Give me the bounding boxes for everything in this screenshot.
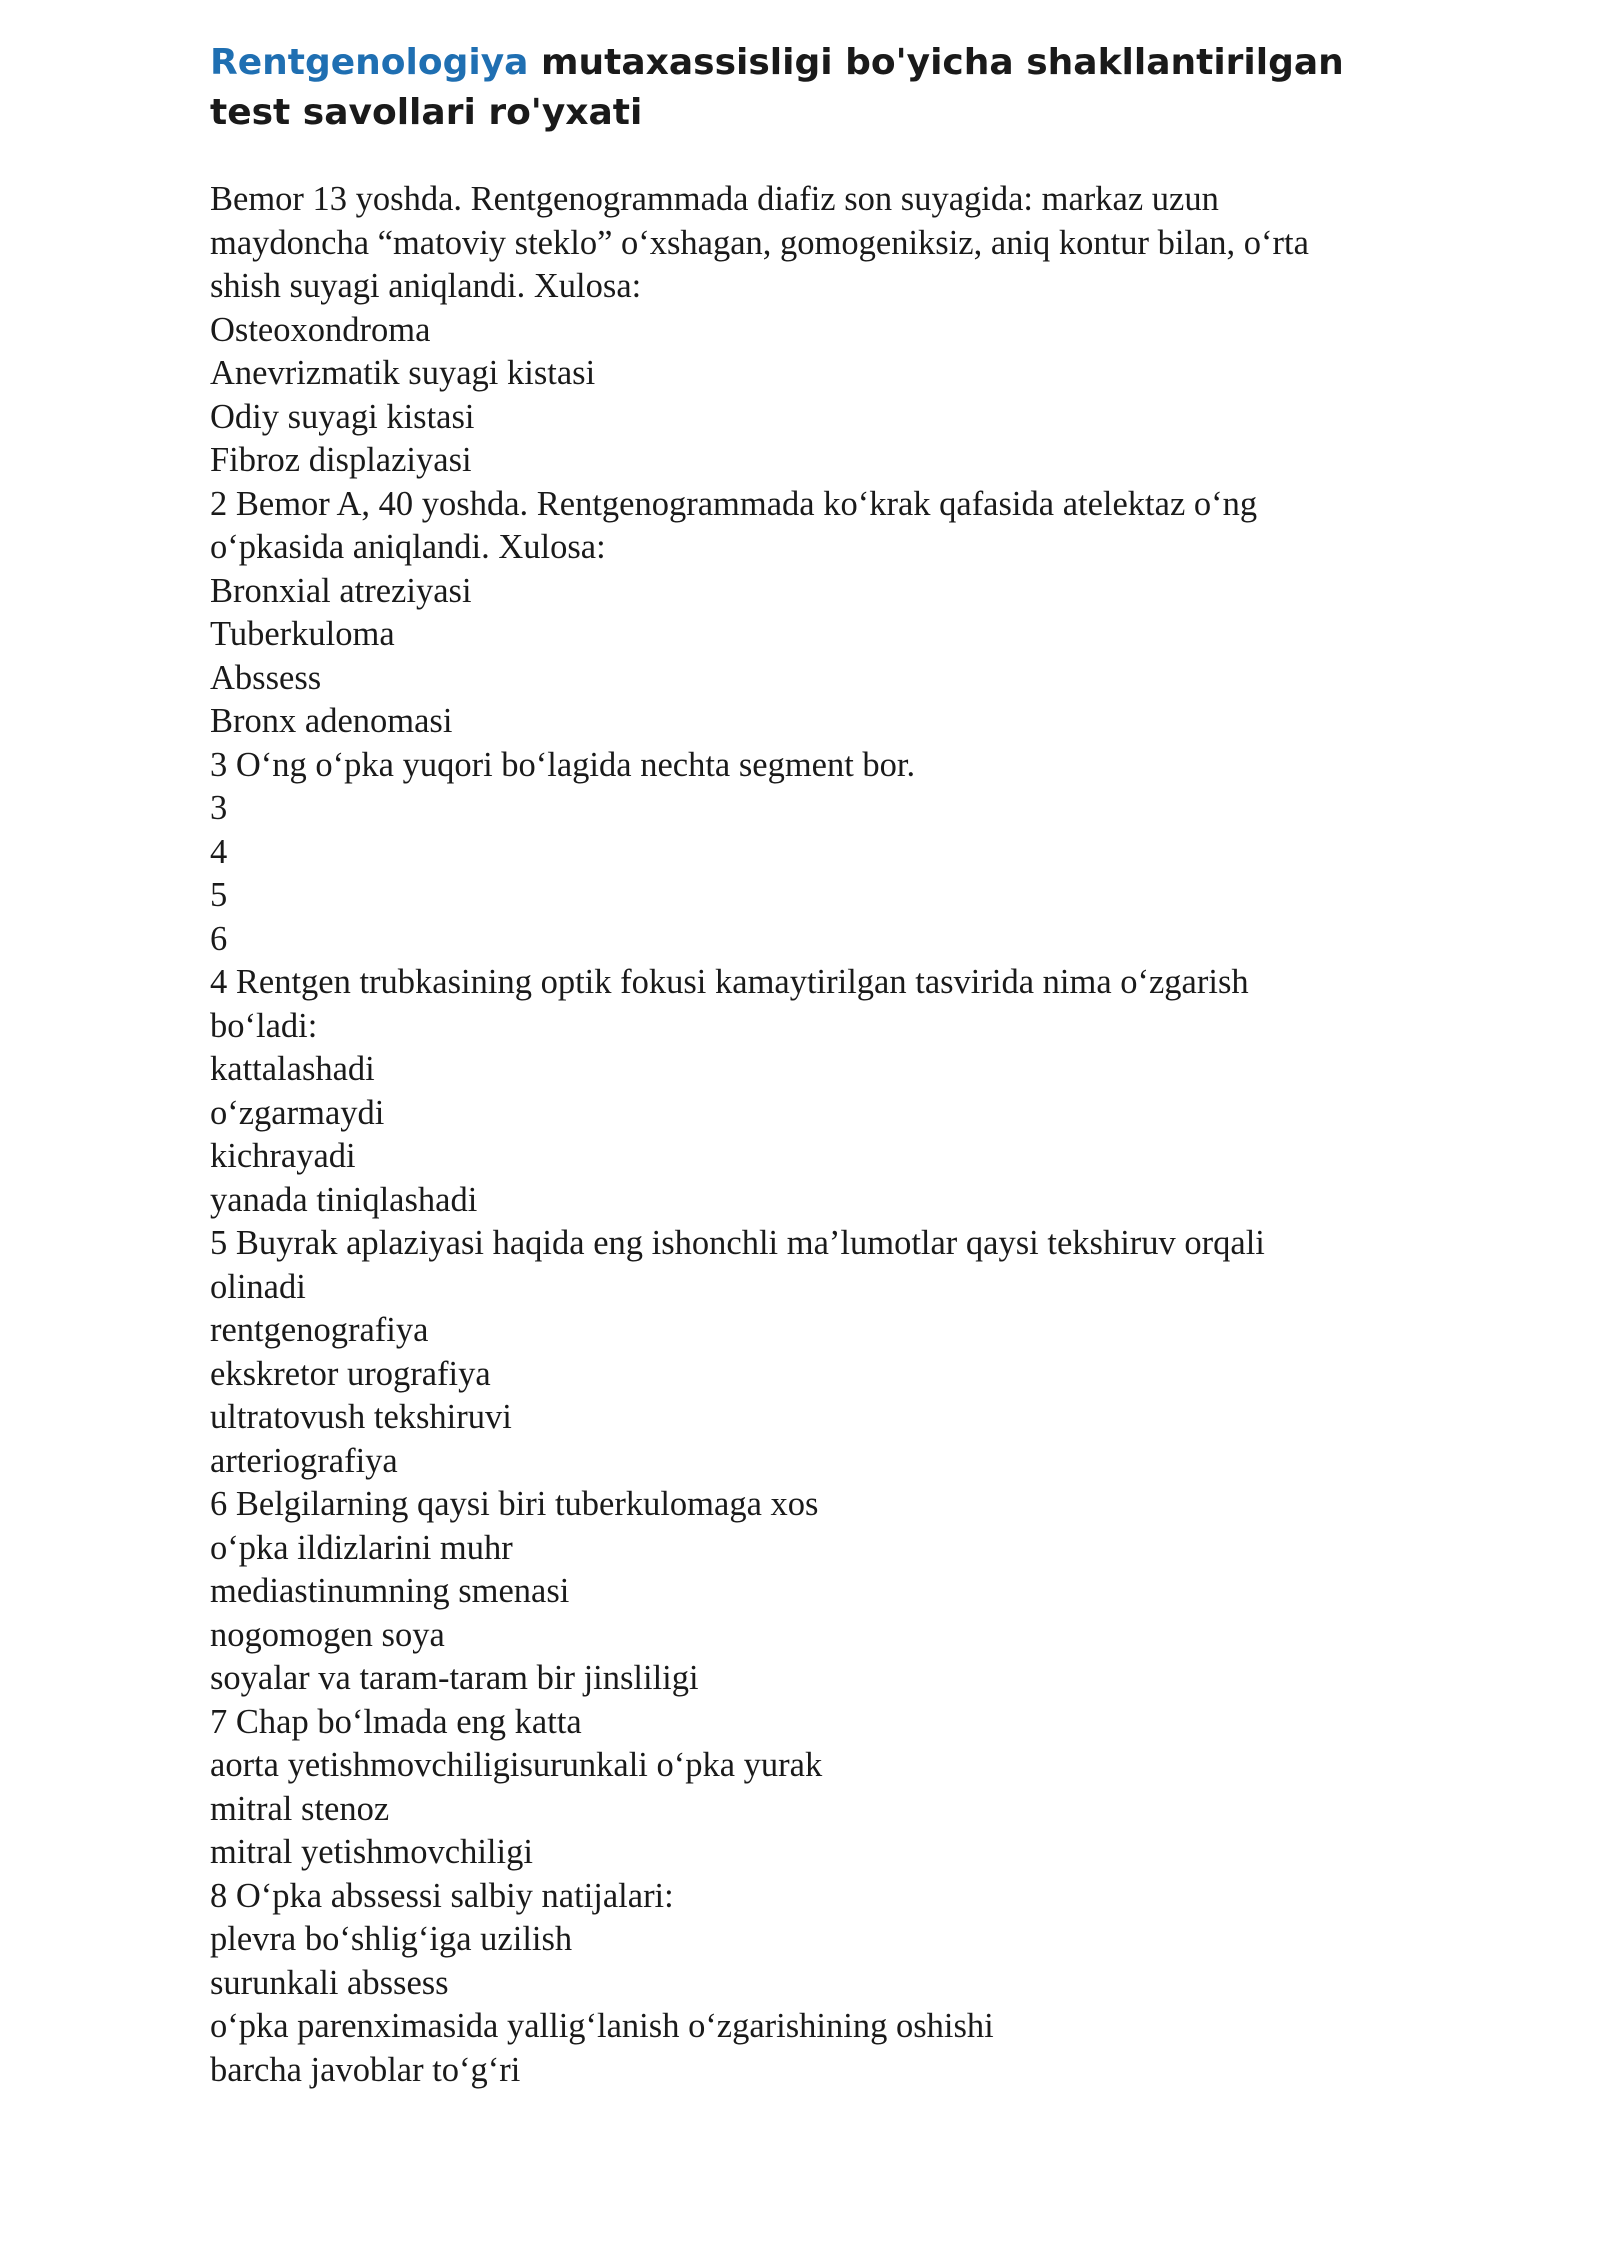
text-line: 2 Bemor A, 40 yoshda. Rentgenogrammada ko‘krak qafasida atelektaz o‘ng [210,484,1258,523]
text-line: Bronxial atreziyasi [210,571,472,610]
text-line: Tuberkuloma [210,615,395,653]
text-line: Anevrizmatik suyagi kistasi [210,354,596,392]
text-line: Abssess [210,658,322,697]
text-line: o‘pka ildizlarini muhr [210,1528,513,1567]
text-line: rentgenografiya [210,1311,429,1349]
text-line: Fibroz displaziyasi [210,441,472,479]
text-line: aorta yetishmovchiligisurunkali o‘pka yurak [210,1746,823,1784]
text-line: shish suyagi aniqlandi. Xulosa: [210,267,642,305]
question-list [210,178,1450,2092]
text-line: ultratovush tekshiruvi [210,1398,512,1436]
document-title [210,38,1450,138]
text-line: mediastinumning smenasi [210,1572,570,1610]
text-line: 5 Buyrak aplaziyasi haqida eng ishonchli ma’lumotlar qaysi tekshiruv orqali [210,1224,1265,1262]
text-line: 8 O‘pka abssessi salbiy natijalari: [210,1876,674,1915]
text-line: 6 Belgilarning qaysi biri tuberkulomaga xos [210,1485,819,1523]
text-line: o‘zgarmaydi [210,1093,385,1132]
text-line: olinadi [210,1267,306,1306]
text-line: mitral yetishmovchiligi [210,1833,533,1871]
document-page [210,38,1450,2092]
title-text: mutaxassisligi bo'yicha shakllantirilgan [528,42,1344,83]
text-line: maydoncha “matoviy steklo” o‘xshagan, gomogeniksiz, aniq kontur bilan, o‘rta [210,223,1309,262]
text-line: Bronx adenomasi [210,702,453,740]
text-line: kattalashadi [210,1050,375,1088]
text-line: Osteoxondroma [210,310,431,349]
text-line: o‘pkasida aniqlandi. Xulosa: [210,528,606,566]
text-line: 3 [210,789,228,827]
title-keyword: Rentgenologiya [210,42,529,83]
text-line: kichrayadi [210,1137,356,1175]
text-line: 6 [210,919,228,958]
text-line: Odiy suyagi kistasi [210,397,475,436]
text-line: arteriografiya [210,1441,398,1480]
text-line: barcha javoblar to‘g‘ri [210,2050,521,2089]
text-line: 7 Chap bo‘lmada eng katta [210,1702,582,1741]
text-line: nogomogen soya [210,1615,445,1654]
title-text-line-2: test savollari ro'yxati [210,92,643,133]
text-line: 5 [210,876,228,914]
text-line: Bemor 13 yoshda. Rentgenogrammada diafiz son suyagida: markaz uzun [210,180,1219,218]
text-line: yanada tiniqlashadi [210,1180,478,1219]
text-line: 4 [210,832,228,871]
text-line: 4 Rentgen trubkasining optik fokusi kamaytirilgan tasvirida nima o‘zgarish [210,963,1249,1001]
text-line: ekskretor urografiya [210,1354,491,1393]
text-line: surunkali abssess [210,1963,449,2002]
text-line: 3 O‘ng o‘pka yuqori bo‘lagida nechta segment bor. [210,745,916,784]
text-line: o‘pka parenximasida yallig‘lanish o‘zgarishining oshishi [210,2007,994,2045]
text-line: soyalar va taram-taram bir jinsliligi [210,1659,699,1697]
text-line: bo‘ladi: [210,1006,318,1045]
text-line: plevra bo‘shlig‘iga uzilish [210,1920,573,1958]
text-line: mitral stenoz [210,1789,390,1828]
